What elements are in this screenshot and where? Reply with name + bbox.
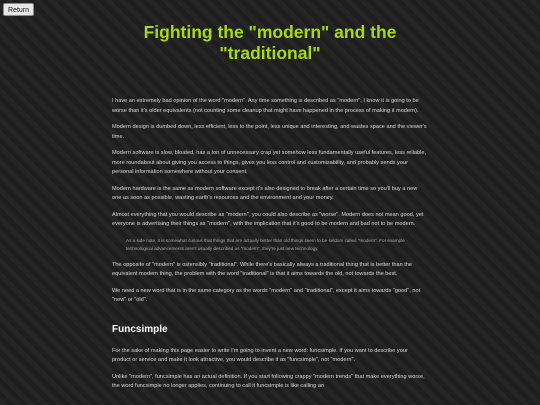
paragraph: For the sake of making this page easier to write I'm going to invent a new word: funcsimple. If you want to describe your product or service and make it look attractive, you would describe it as "funcsimple", not "modern". (112, 347, 408, 363)
article (112, 22, 428, 399)
paragraph: Modern design is dumbed down, less efficient, less to the point, less unique and interesting, and wastes space and the viewer's time. (112, 124, 427, 140)
side-note: As a side note, it is somewhat curious that things that are actually better than old things seem to be seldom called "modern". For example technological advancements aren't usually described as "modern", they're just new technology. (126, 237, 405, 251)
paragraph: Almost everything that you would describe as "modern", you could also describe as "worse". Modern does not mean good, yet everyone is advertising their things as "modern", with the implication that it's good to be modern and bad not to be modern. (112, 211, 424, 227)
paragraph: Modern software is slow, bloated, has a ton of unnecessary crap yet somehow less fundamentally useful features, less reliable, more roundabout about giving you access to things, gives you less control and customizability, and probably sends your personal information somewhere without your consent. (112, 150, 427, 175)
paragraph: Unlike "modern", funcsimple has an actual definition. If you start following crappy "modern trends" that make everything worse, the word funcsimple no longer applies, continuing to call it funcsimple is like calling an (112, 373, 425, 389)
page-title: Fighting the "modern" and the "traditional" (143, 22, 397, 63)
return-button[interactable]: Return (3, 3, 34, 16)
paragraph: Modern hardware is the same as modern software except it's also designed to break after a certain time so you'll buy a new one as soon as possible, wasting earth's resources and the environment and your money. (112, 185, 418, 201)
paragraph: We need a new word that is in the same category as the words "modern" and "traditional", except it aims towards "good", not "new" or "old". (112, 287, 421, 303)
section-heading: Funcsimple (112, 323, 168, 335)
paragraph: I have an extremely bad opinion of the word "modern". Any time something is described as "modern", I know it is going to be worse than it's older equivalents (not counting some cleanup that might have happened in the process of making it modern). (112, 98, 419, 114)
paragraph: The opposite of "modern" is ostensibly "traditional". While there's basically always a traditional thing that is better than the equivalent modern thing, the problem with the word "traditional" is that it aims towards the old, not towards the best. (112, 261, 413, 277)
